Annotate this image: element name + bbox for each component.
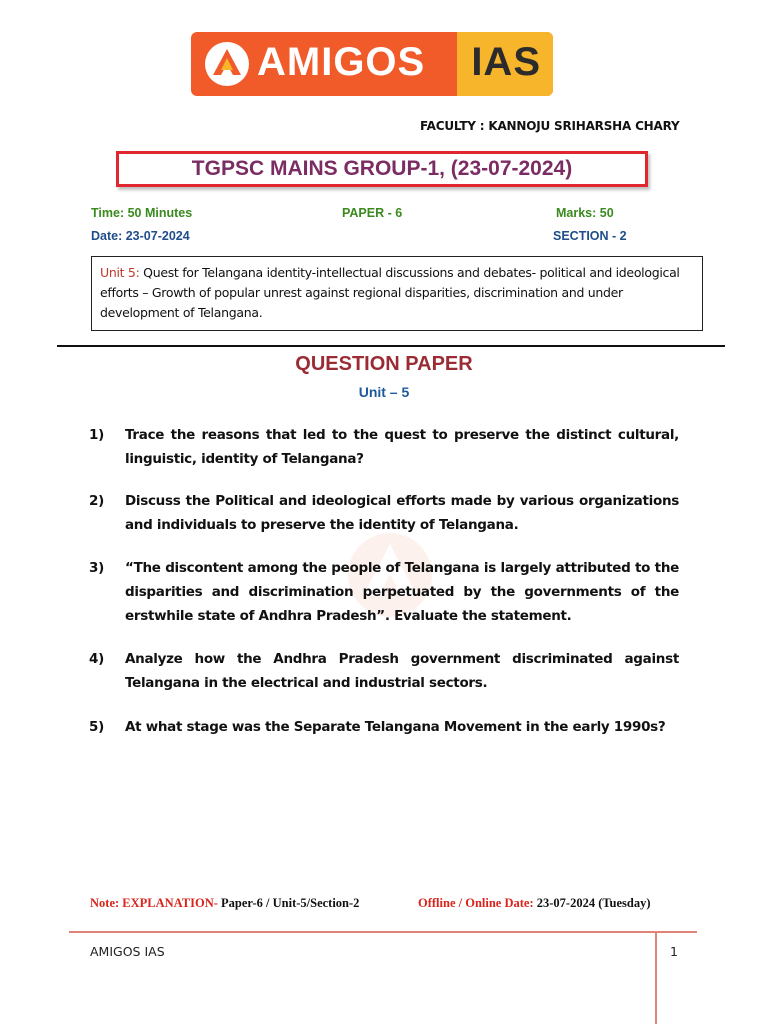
footer-name: AMIGOS IAS <box>90 944 165 959</box>
question-number: 2) <box>89 493 104 509</box>
unit-description-box <box>91 256 703 331</box>
paper-label: PAPER - 6 <box>342 206 403 220</box>
question-item <box>89 647 679 695</box>
note-value: Paper-6 / Unit-5/Section-2 <box>217 896 360 910</box>
question-text: Discuss the Political and ideological efforts made by various organizations and individuals to preserve the identity of Telangana. <box>125 493 679 533</box>
horizontal-divider <box>57 345 725 347</box>
question-text: At what stage was the Separate Telangana Movement in the early 1990s? <box>125 719 666 735</box>
question-item <box>89 489 679 537</box>
question-paper-heading: QUESTION PAPER <box>295 353 473 375</box>
question-text: Analyze how the Andhra Pradesh government discriminated against Telangana in the electrical and industrial sectors. <box>125 651 679 691</box>
offline-date-label: Offline / Online Date: <box>418 896 534 910</box>
question-item <box>89 556 679 628</box>
question-paper-unit: Unit – 5 <box>358 384 410 400</box>
question-number: 1) <box>89 427 104 443</box>
question-item <box>89 715 679 739</box>
title-box <box>116 151 648 187</box>
logo-word-amigos: AMIGOS <box>257 40 426 84</box>
unit-text: Quest for Telangana identity-intellectual discussions and debates- political and ideological efforts – Growth of popular unrest against regional disparities, discrimination and under development of Telangana. <box>100 265 680 320</box>
offline-date-value: 23-07-2024 (Tuesday) <box>533 896 651 910</box>
page-number: 1 <box>670 944 678 959</box>
logo-word-ias: IAS <box>471 40 541 84</box>
time-label: Time: 50 Minutes <box>91 206 193 220</box>
note-label: Note: EXPLANATION- <box>90 896 218 910</box>
marks-label: Marks: 50 <box>556 206 614 220</box>
footer-divider <box>69 931 697 933</box>
question-number: 5) <box>89 719 104 735</box>
page-title: TGPSC MAINS GROUP-1, (23-07-2024) <box>191 157 573 180</box>
logo-mark-icon <box>205 42 249 86</box>
section-label: SECTION - 2 <box>553 229 627 243</box>
note-line <box>90 896 359 911</box>
question-number: 3) <box>89 560 104 576</box>
faculty-line: FACULTY : KANNOJU SRIHARSHA CHARY <box>420 119 680 133</box>
question-item <box>89 423 679 471</box>
date-label: Date: 23-07-2024 <box>91 229 190 243</box>
amigos-ias-logo <box>191 32 553 96</box>
question-text: Trace the reasons that led to the quest to preserve the distinct cultural, linguistic, identity of Telangana? <box>125 427 679 467</box>
question-text: “The discontent among the people of Telangana is largely attributed to the disparities and discrimination perpetuated by the governments of the erstwhile state of Andhra Pradesh”. Evaluate the statement. <box>125 560 679 624</box>
offline-date-line <box>418 896 651 911</box>
footer-vertical-divider <box>655 931 657 1024</box>
unit-label: Unit 5: <box>100 265 140 280</box>
question-number: 4) <box>89 651 104 667</box>
